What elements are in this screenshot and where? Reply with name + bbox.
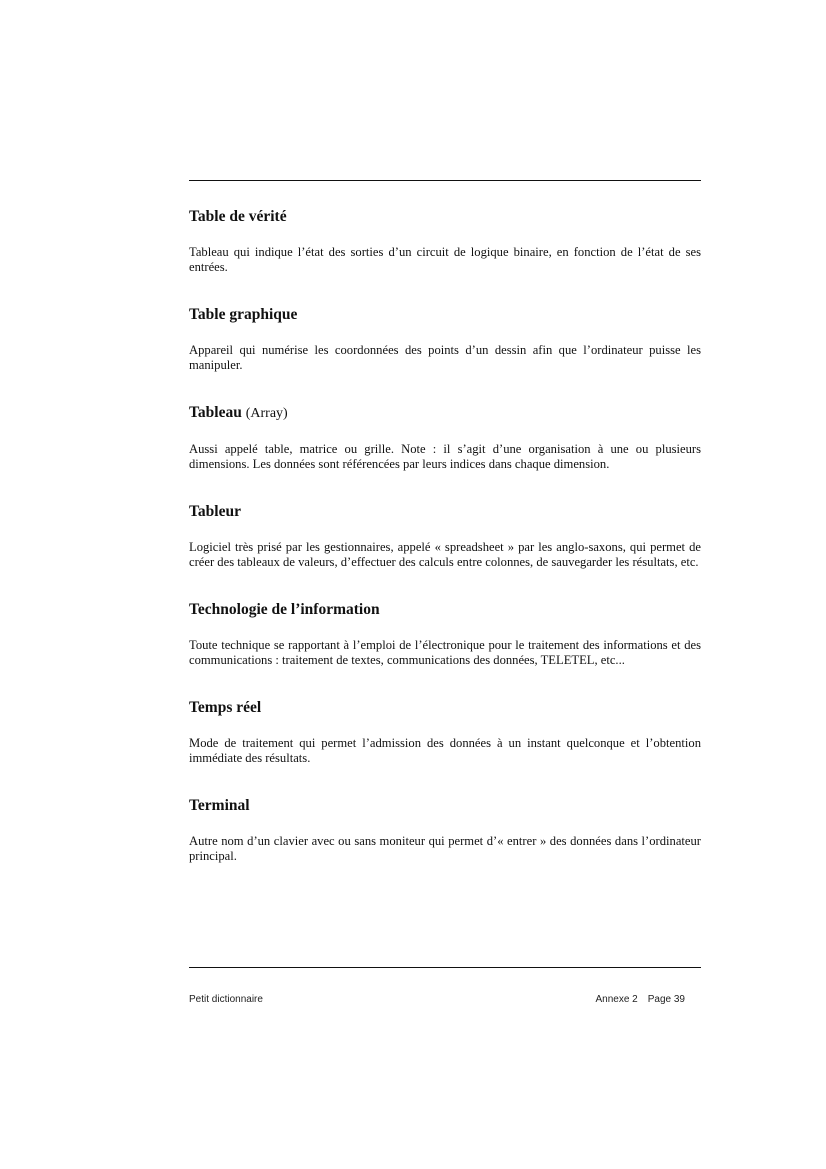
footer-annex: Annexe 2 (595, 994, 638, 1005)
entry-term-text: Terminal (189, 797, 250, 814)
entry-term-text: Tableau (189, 404, 242, 421)
entry-term (189, 795, 701, 817)
entry-term (189, 697, 701, 719)
entry-definition: Autre nom d’un clavier avec ou sans moniteur qui permet d’« entrer » des données dans l’ordinateur principal. (189, 834, 701, 863)
entry-definition: Mode de traitement qui permet l’admission des données à un instant quelconque et l’obtention immédiate des résultats. (189, 736, 701, 765)
bottom-rule (189, 967, 701, 968)
entry-definition: Appareil qui numérise les coordonnées des points d’un dessin afin que l’ordinateur puisse les manipuler. (189, 343, 701, 372)
entry-term (189, 206, 701, 228)
entry-term (189, 402, 701, 425)
entry-definition: Toute technique se rapportant à l’emploi de l’électronique pour le traitement des informations et des communications : traitement de textes, communications des données, TELETEL, etc... (189, 638, 701, 667)
entry-tableau (189, 402, 701, 472)
entry-table-de-verite (189, 206, 701, 275)
entry-terminal (189, 795, 701, 864)
entry-term-text: Technologie de l’information (189, 601, 380, 618)
entry-term-text: Tableur (189, 503, 241, 520)
entry-definition: Tableau qui indique l’état des sorties d’un circuit de logique binaire, en fonction de l’état de ses entrées. (189, 245, 701, 274)
entry-term-text: Temps réel (189, 699, 262, 716)
footer-book-title: Petit dictionnaire (189, 994, 263, 1005)
entry-term-text: Table de vérité (189, 208, 287, 225)
entry-tableur (189, 501, 701, 570)
entry-technologie-de-l-information (189, 599, 701, 668)
top-rule (189, 180, 701, 181)
entry-term-note: (Array) (245, 406, 288, 421)
entry-term-text: Table graphique (189, 306, 298, 323)
entry-term (189, 304, 701, 326)
entry-temps-reel (189, 697, 701, 766)
dictionary-entries (189, 206, 701, 893)
entry-term (189, 599, 701, 621)
entry-definition: Aussi appelé table, matrice ou grille. Note : il s’agit d’une organisation à une ou plusieurs dimensions. Les données sont référencées par leurs indices dans chaque dimension. (189, 442, 701, 471)
footer-page-number: Page 39 (647, 994, 685, 1005)
entry-term (189, 501, 701, 523)
entry-definition: Logiciel très prisé par les gestionnaires, appelé « spreadsheet » par les anglo-saxons, qui permet de créer des tableaux de valeurs, d’effectuer des calculs entre colonnes, de sauvegarder les résultats, etc. (189, 540, 701, 569)
footer-page-info (595, 994, 685, 1006)
entry-table-graphique (189, 304, 701, 373)
